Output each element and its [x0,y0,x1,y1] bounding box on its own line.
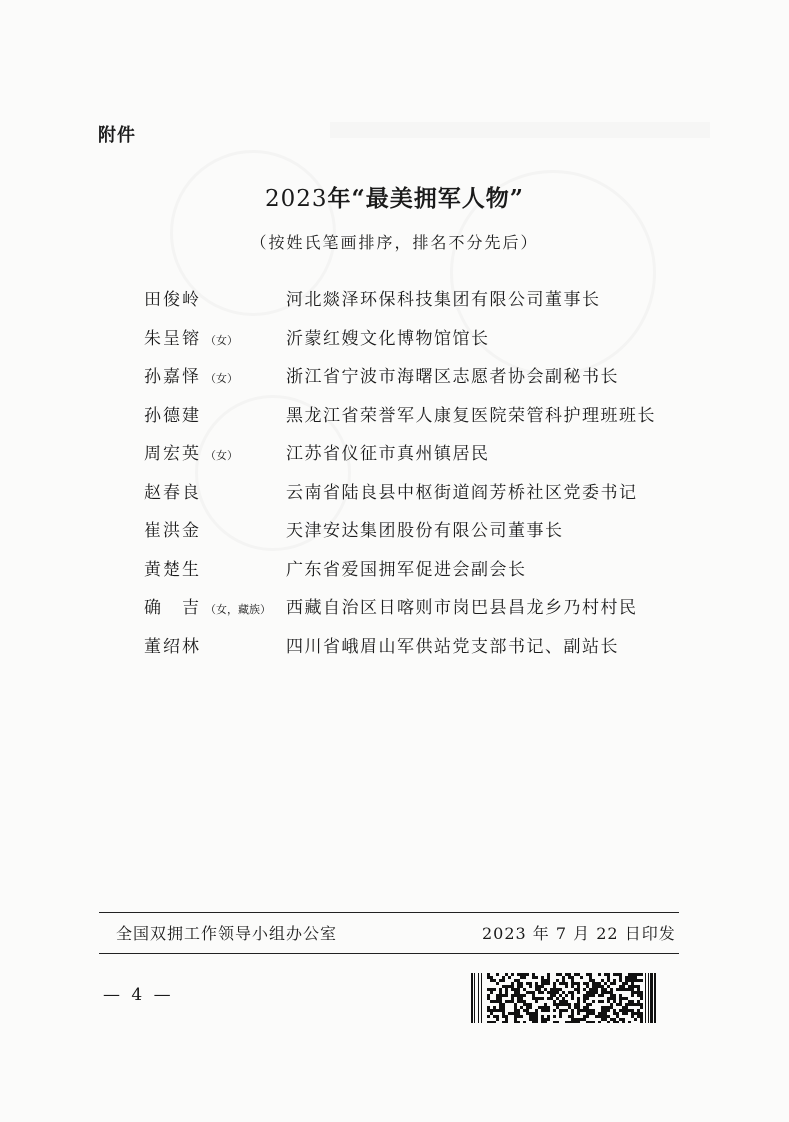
list-item [144,441,704,480]
footer-bottom-rule [99,953,679,954]
person-note: （女） [205,449,238,462]
person-name: 确 吉 [144,598,201,618]
person-position: 广东省爱国拥军促进会副会长 [286,559,527,580]
person-note: （女，藏族） [205,603,271,616]
person-name-line [144,403,205,431]
list-item [144,364,704,403]
person-name: 孙德建 [144,405,201,426]
list-item [144,557,704,596]
title-main: 年“最美拥军人物” [327,185,524,212]
person-name-line [144,557,205,585]
person-name-line [144,595,271,623]
person-name: 赵春良 [144,482,201,503]
person-position: 天津安达集团股份有限公司董事长 [286,521,564,541]
person-name: 黄楚生 [144,559,201,580]
person-name-line [144,287,205,315]
person-name-line [144,326,238,354]
person-name: 董绍林 [144,636,201,657]
person-note: （女） [205,333,238,347]
attachment-label: 附件 [98,125,136,146]
person-name-line [144,518,205,546]
person-name-line [144,364,238,392]
person-position: 黑龙江省荣誉军人康复医院荣管科护理班班长 [286,405,656,426]
person-name: 周宏英 [144,444,201,464]
list-item [144,287,704,326]
title-year: 2023 [264,186,328,212]
footer-top-rule [99,912,679,913]
person-position: 四川省峨眉山军供站党支部书记、副站长 [286,636,619,657]
person-name-line [144,441,238,469]
person-name-line [144,480,205,508]
person-position: 江苏省仪征市真州镇居民 [286,444,490,464]
person-position: 河北燚泽环保科技集团有限公司董事长 [286,290,601,310]
person-position: 西藏自治区日喀则市岗巴县昌龙乡乃村村民 [286,598,638,618]
page-number: — 4 — [103,985,174,1005]
print-date: 2023 年 7 月 22 日印发 [482,924,676,943]
person-name: 崔洪金 [144,521,201,541]
issuer: 全国双拥工作领导小组办公室 [116,924,338,943]
person-position: 云南省陆良县中枢街道阎芳桥社区党委书记 [286,482,638,503]
person-name: 田俊岭 [144,290,201,310]
list-item [144,326,704,365]
person-note: （女） [205,372,238,385]
list-item [144,518,704,557]
person-name: 朱呈镕 [144,328,201,349]
person-name-line [144,634,205,662]
list-item [144,403,704,442]
barcode-icon [471,973,663,1023]
people-list [144,287,704,672]
list-item [144,480,704,519]
list-item [144,595,704,634]
person-name: 孙嘉怿 [144,367,201,387]
person-position: 沂蒙红嫂文化博物馆馆长 [286,328,490,349]
list-item [144,634,704,673]
page-title [0,180,789,213]
page-subtitle: （按姓氏笔画排序，排名不分先后） [250,233,539,252]
person-position: 浙江省宁波市海曙区志愿者协会副秘书长 [286,367,619,387]
bleed-through-text [330,122,710,138]
